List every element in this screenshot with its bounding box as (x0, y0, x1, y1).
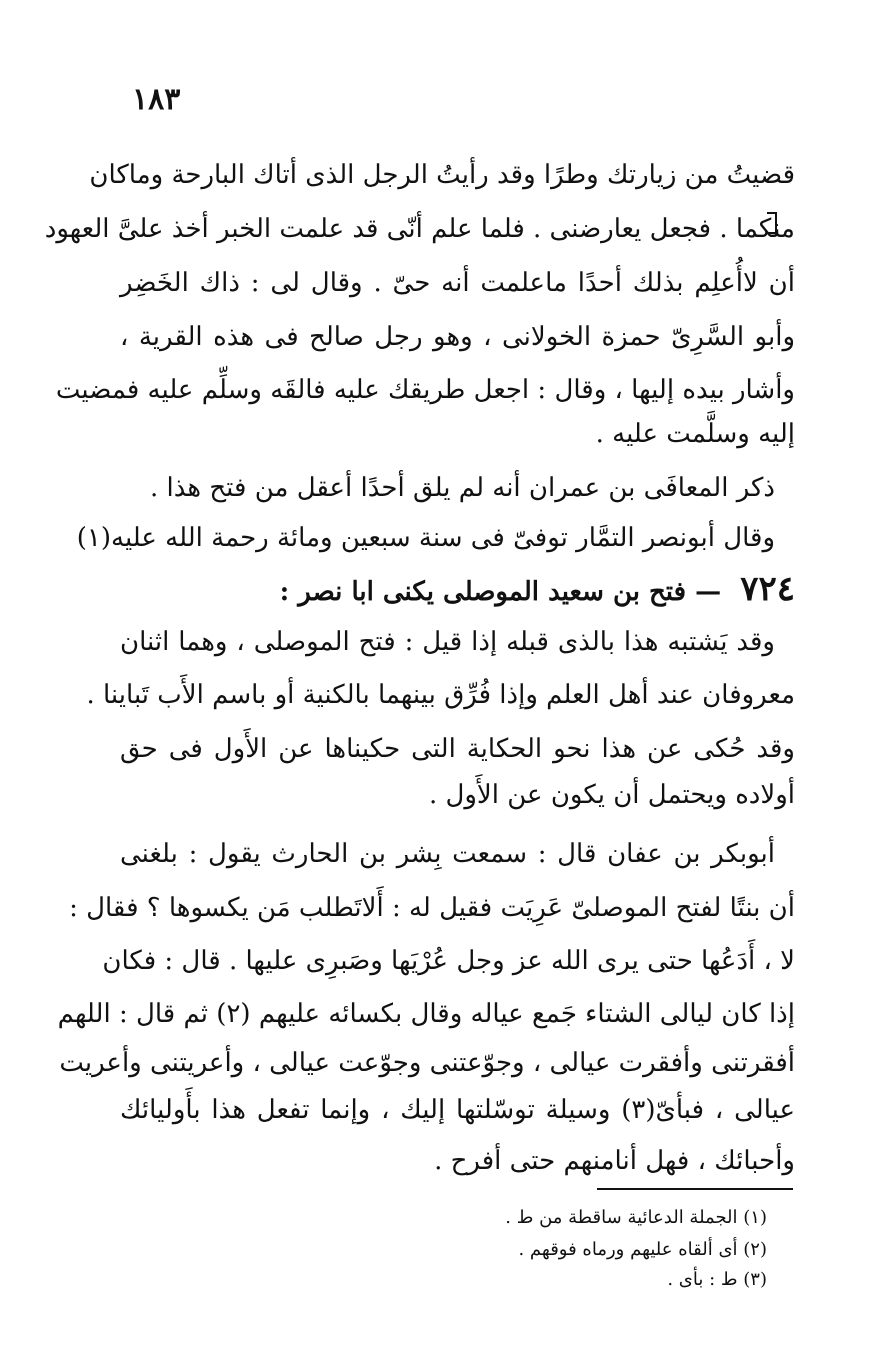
section-heading (120, 567, 795, 614)
text-line: أفقرتنى وأفقرت عيالى ، وجوّعتنى وجوّعت عيالى ، وأعريتنى وأعريت (59, 1048, 795, 1078)
text-line: وقال أبونصر التمَّار توفىّ فى سنة سبعين ومائة رحمة الله عليه(١) (76, 523, 775, 553)
text-line: قضيتُ من زيارتك وطرًا وقد رأيتُ الرجل الذى أتاك البارحة وماكان (89, 160, 795, 190)
heading-text: — فتح بن سعيد الموصلى يكنى ابا نصر : (279, 577, 722, 607)
page-number: ١٨٣ (132, 82, 181, 117)
footnote: (٢) أى ألقاه عليهم ورماه فوقهم . (518, 1239, 767, 1260)
entry-number: ٧٢٤ (740, 569, 795, 609)
text-line: معروفان عند أهل العلم وإذا فُرِّق بينهما بالكنية أو باسم الأَب تَباينا . (86, 680, 795, 710)
text-line: إليه وسلَّمت عليه . (595, 419, 795, 449)
text-line: وقد يَشتبه هذا بالذى قبله إذا قيل : فتح الموصلى ، وهما اثنان (120, 627, 775, 657)
text-line: وأبو السَّرِىّ حمزة الخولانى ، وهو رجل صالح فى هذه القرية ، (120, 322, 795, 352)
text-line: منكما . فجعل يعارضنى . فلما علم أنّى قد علمت الخبر أخذ علىَّ العهود (44, 214, 795, 244)
text-line: لا ، أَدَعُها حتى يرى الله عز وجل عُرْيَها وصَبرِى عليها . قال : فكان (102, 946, 795, 976)
text-line: إذا كان ليالى الشتاء جَمع عياله وقال بكسائه عليهم (٢) ثم قال : اللهم (57, 999, 795, 1029)
text-line: أولاده ويحتمل أن يكون عن الأَول . (428, 780, 795, 810)
text-line: عيالى ، فبأىّ(٣) وسيلة توسّلتها إليك ، وإنما تفعل هذا بأَوليائك (120, 1095, 795, 1125)
text-line: أن بنتًا لفتح الموصلىّ عَرِيَت فقيل له : أَلاتَطلب مَن يكسوها ؟ فقال : (69, 893, 795, 923)
text-line: ذكر المعافَى بن عمران أنه لم يلق أحدًا أعقل من فتح هذا . (150, 473, 775, 503)
footnote: (١) الجملة الدعائية ساقطة من ط . (505, 1207, 767, 1228)
text-line: وقد حُكى عن هذا نحو الحكاية التى حكيناها عن الأَول فى حق (120, 734, 795, 764)
text-line: أن لاأُعلِم بذلك أحدًا ماعلمت أنه حىّ . وقال لى : ذاك الخَضِر (120, 268, 795, 298)
margin-bracket-mark (767, 212, 777, 234)
footnote-divider (597, 1188, 793, 1190)
text-line: أبوبكر بن عفان قال : سمعت بِشر بن الحارث يقول : بلغنى (120, 839, 775, 869)
text-line: وأشار بيده إليها ، وقال : اجعل طريقك عليه فالقَه وسلِّم عليه فمضيت (55, 375, 795, 405)
text-line: وأحبائك ، فهل أنامنهم حتى أفرح . (434, 1146, 795, 1176)
footnote: (٣) ط : بأى . (667, 1269, 767, 1290)
